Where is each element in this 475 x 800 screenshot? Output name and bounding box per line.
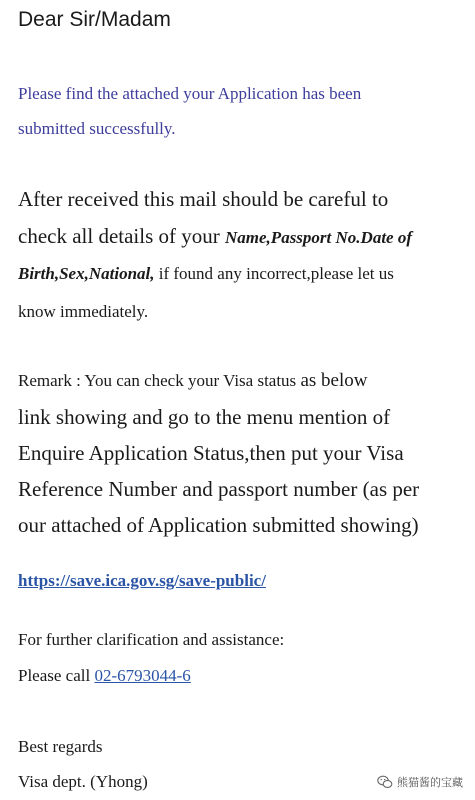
remark-line-3: Enquire Application Status,then put your Visa <box>18 441 404 465</box>
call-label: Please call <box>18 666 95 685</box>
remark-line-1-end: as below <box>300 370 368 391</box>
para1-line-2 <box>18 224 412 249</box>
watermark-text: 熊猫酱的宝藏 <box>397 776 463 789</box>
call-line <box>18 666 191 686</box>
remark-line-2: link showing and go to the menu mention of <box>18 405 391 429</box>
para1-line-4: know immediately. <box>18 302 149 321</box>
para1-details-bold-2: Birth,Sex,National, <box>18 264 155 283</box>
remark-label: Remark : You can check your Visa status <box>18 371 301 390</box>
para1-details-bold: Name,Passport No.Date of <box>225 228 412 247</box>
regards-text: Best regards <box>18 737 103 756</box>
para1-line-3-text: if found any incorrect,please let us <box>154 264 394 283</box>
remark-line-1 <box>18 370 367 392</box>
para1-line-2-text: check all details of your <box>18 224 226 248</box>
greeting: Dear Sir/Madam <box>18 8 171 31</box>
signature-text: Visa dept. (Yhong) <box>18 772 148 791</box>
para1-line-1: After received this mail should be careful to <box>18 187 389 211</box>
ica-link[interactable]: https://save.ica.gov.sg/save-public/ <box>18 571 266 590</box>
phone-link[interactable]: 02-6793044-6 <box>94 666 191 685</box>
wechat-icon <box>377 774 393 790</box>
remark-line-4: Reference Number and passport number (as per <box>18 477 420 501</box>
notice-line-1: Please find the attached your Application has been <box>18 84 362 103</box>
watermark <box>377 774 463 790</box>
notice-line-2: submitted successfully. <box>18 119 176 138</box>
para1-line-3 <box>18 264 394 284</box>
remark-line-5: our attached of Application submitted showing) <box>18 513 419 537</box>
clarification-text: For further clarification and assistance: <box>18 630 285 649</box>
